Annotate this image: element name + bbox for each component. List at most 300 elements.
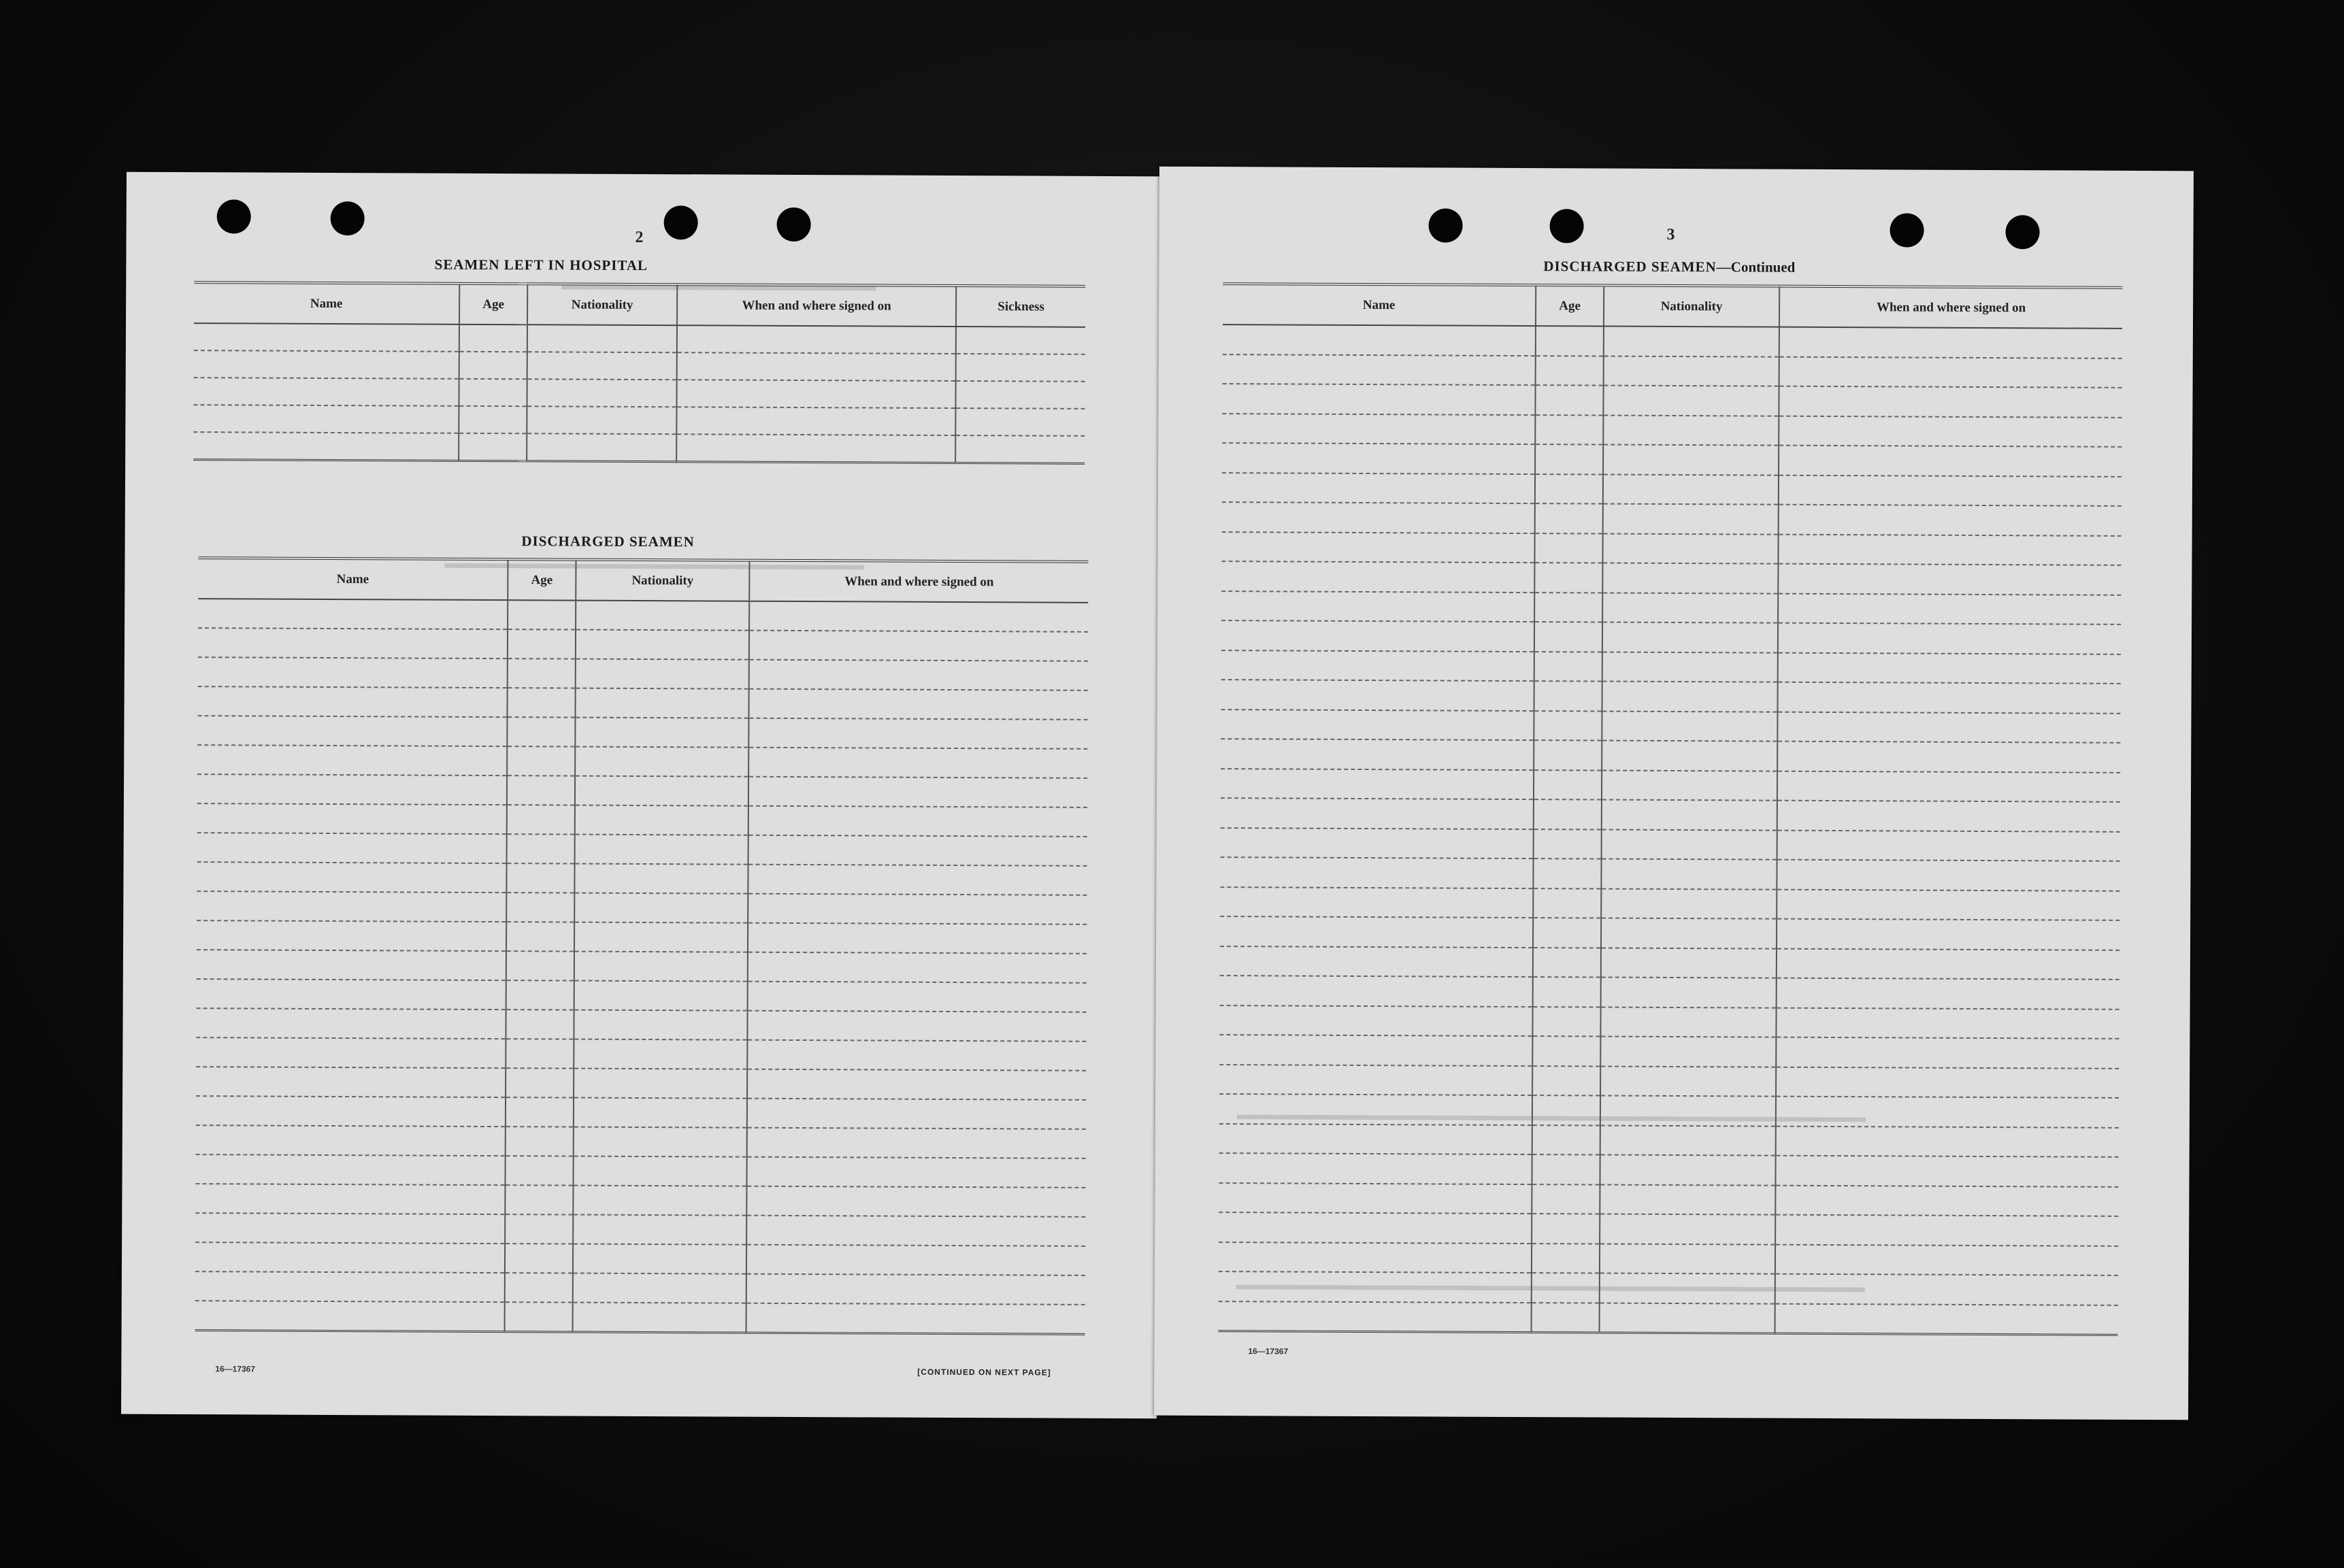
- page-number: 3: [1666, 225, 1675, 244]
- discharged-section-title: DISCHARGED SEAMEN: [521, 533, 695, 550]
- blank-cell: [1600, 1303, 1775, 1333]
- blank-cell: [747, 1011, 1086, 1041]
- blank-cell: [748, 865, 1087, 895]
- punch-hole: [664, 205, 698, 239]
- blank-cell: [1779, 475, 2122, 506]
- blank-form-row: [197, 891, 1087, 924]
- blank-cell: [1776, 1037, 2119, 1069]
- blank-cell: [1534, 652, 1602, 682]
- punch-hole: [217, 199, 251, 233]
- blank-cell: [506, 980, 574, 1010]
- blank-cell: [676, 407, 955, 435]
- blank-cell: [749, 660, 1088, 690]
- blank-cell: [1534, 622, 1602, 652]
- blank-form-row: [194, 350, 1085, 382]
- blank-cell: [748, 748, 1087, 778]
- blank-cell: [746, 1303, 1085, 1334]
- blank-cell: [1219, 1005, 1532, 1037]
- blank-cell: [1219, 1124, 1532, 1155]
- blank-cell: [955, 435, 1085, 463]
- blank-cell: [1532, 1095, 1600, 1125]
- blank-form-row: [196, 1125, 1086, 1158]
- blank-cell: [1535, 444, 1603, 474]
- blank-cell: [508, 629, 576, 658]
- blank-cell: [1776, 1097, 2119, 1128]
- blank-cell: [1221, 620, 1534, 652]
- blank-cell: [1534, 770, 1602, 800]
- blank-cell: [506, 1010, 574, 1039]
- blank-cell: [195, 1184, 505, 1214]
- blank-cell: [749, 601, 1088, 632]
- blank-cell: [1777, 741, 2120, 773]
- blank-form-row: [195, 1271, 1085, 1305]
- blank-cell: [748, 718, 1087, 749]
- blank-cell: [1221, 532, 1534, 563]
- column-header-when-and-where-signed-on: When and where signed on: [677, 284, 956, 327]
- blank-cell: [507, 717, 575, 746]
- blank-cell: [527, 352, 677, 380]
- blank-cell: [195, 1242, 505, 1273]
- blank-cell: [1533, 858, 1601, 888]
- blank-cell: [1775, 1274, 2118, 1305]
- blank-cell: [193, 378, 459, 406]
- blank-cell: [746, 1274, 1085, 1305]
- blank-cell: [1219, 1242, 1532, 1273]
- blank-cell: [506, 1039, 574, 1068]
- blank-cell: [459, 324, 527, 352]
- blank-cell: [506, 1127, 574, 1156]
- blank-cell: [505, 1302, 573, 1331]
- blank-cell: [677, 352, 956, 381]
- blank-cell: [1779, 416, 2122, 447]
- blank-form-row: [1222, 384, 2122, 417]
- column-header-nationality: Nationality: [1604, 286, 1779, 327]
- blank-cell: [1779, 446, 2122, 477]
- blank-form-row: [197, 716, 1087, 749]
- blank-cell: [1778, 564, 2121, 595]
- form-number: 16—17367: [1248, 1346, 1289, 1356]
- blank-cell: [508, 600, 576, 629]
- blank-form-row: [193, 432, 1085, 463]
- blank-cell: [676, 434, 955, 463]
- blank-form-row: [197, 745, 1087, 778]
- blank-cell: [196, 1154, 506, 1185]
- blank-cell: [197, 950, 506, 980]
- blank-cell: [1223, 354, 1536, 386]
- blank-cell: [1534, 593, 1602, 622]
- discharged-title-suffix: —Continued: [1716, 258, 1796, 276]
- blank-cell: [196, 1125, 506, 1156]
- blank-cell: [573, 1186, 746, 1216]
- blank-cell: [1535, 474, 1603, 504]
- blank-cell: [1779, 327, 2122, 358]
- blank-cell: [1532, 1273, 1600, 1303]
- blank-cell: [574, 1010, 747, 1040]
- blank-cell: [748, 777, 1087, 807]
- blank-cell: [575, 747, 748, 777]
- blank-cell: [1534, 740, 1602, 770]
- blank-form-row: [1219, 1212, 2118, 1246]
- discharged-rows: [1219, 324, 2122, 1335]
- blank-cell: [573, 1303, 746, 1333]
- blank-cell: [1778, 682, 2121, 714]
- blank-cell: [1536, 356, 1604, 386]
- blank-cell: [1532, 1184, 1600, 1214]
- blank-form-row: [195, 1213, 1085, 1246]
- blank-cell: [574, 981, 748, 1011]
- blank-cell: [1532, 1125, 1600, 1155]
- blank-form-row: [1220, 946, 2119, 980]
- punch-hole: [1890, 213, 1924, 247]
- blank-cell: [1601, 978, 1777, 1008]
- blank-cell: [1777, 712, 2120, 743]
- hospital-section-title: SEAMEN LEFT IN HOSPITAL: [434, 256, 648, 274]
- blank-cell: [1604, 356, 1779, 386]
- blank-cell: [527, 324, 677, 352]
- blank-cell: [1222, 443, 1535, 474]
- blank-cell: [573, 1244, 746, 1274]
- blank-cell: [1600, 1184, 1775, 1215]
- blank-cell: [748, 835, 1087, 866]
- blank-cell: [505, 1214, 573, 1244]
- blank-cell: [1777, 978, 2119, 1010]
- blank-cell: [506, 863, 574, 893]
- blank-form-row: [1222, 473, 2122, 506]
- discharged-title-main: DISCHARGED SEAMEN: [1543, 258, 1717, 276]
- blank-cell: [1603, 386, 1779, 416]
- column-header-age: Age: [459, 284, 527, 324]
- blank-cell: [527, 379, 676, 407]
- blank-form-row: [1223, 354, 2122, 388]
- blank-cell: [198, 599, 508, 629]
- blank-form-row: [197, 833, 1087, 866]
- blank-cell: [955, 381, 1085, 409]
- blank-cell: [1600, 1125, 1776, 1156]
- bleed-through-text: ▬▬▬▬▬▬▬▬▬▬▬▬▬▬▬▬▬▬▬▬▬▬▬▬▬▬▬▬▬▬▬▬▬▬▬▬▬▬▬▬▬▬: [1236, 1105, 1866, 1126]
- blank-cell: [507, 834, 575, 863]
- blank-cell: [1775, 1215, 2118, 1246]
- blank-cell: [1776, 1126, 2119, 1157]
- blank-cell: [1221, 561, 1534, 593]
- blank-cell: [574, 922, 748, 952]
- blank-cell: [1600, 1273, 1775, 1304]
- blank-cell: [527, 433, 676, 461]
- blank-cell: [748, 806, 1087, 837]
- blank-cell: [747, 1040, 1086, 1071]
- blank-cell: [1221, 591, 1534, 622]
- column-header-when-and-where-signed-on: When and where signed on: [749, 561, 1088, 603]
- column-header-name: Name: [198, 558, 508, 600]
- column-header-nationality: Nationality: [576, 560, 749, 601]
- blank-cell: [1220, 946, 1533, 978]
- blank-cell: [194, 350, 459, 379]
- blank-cell: [1219, 1094, 1532, 1125]
- blank-form-row: [195, 1184, 1085, 1217]
- blank-cell: [1533, 948, 1601, 978]
- blank-cell: [1601, 888, 1777, 919]
- blank-cell: [1534, 563, 1602, 593]
- left-page: [121, 172, 1162, 1419]
- blank-cell: [1778, 593, 2121, 624]
- blank-form-row: [198, 657, 1088, 690]
- blank-form-row: [1223, 324, 2122, 358]
- blank-cell: [1602, 829, 1777, 860]
- blank-cell: [459, 406, 527, 433]
- blank-form-row: [1221, 798, 2120, 831]
- hospital-table: [193, 281, 1085, 464]
- blank-cell: [1775, 1303, 2118, 1335]
- punch-hole: [777, 207, 811, 241]
- blank-cell: [1221, 828, 1534, 859]
- column-header-name: Name: [1223, 284, 1536, 326]
- blank-form-row: [1221, 561, 2121, 595]
- blank-form-row: [198, 686, 1088, 720]
- blank-cell: [507, 775, 575, 805]
- blank-cell: [1778, 623, 2121, 654]
- blank-cell: [1604, 327, 1779, 357]
- blank-cell: [1602, 593, 1778, 623]
- blank-cell: [748, 894, 1087, 924]
- blank-cell: [1603, 474, 1779, 505]
- blank-cell: [1779, 505, 2122, 536]
- blank-cell: [1602, 682, 1778, 712]
- blank-cell: [1777, 948, 2119, 980]
- blank-cell: [506, 893, 574, 922]
- blank-cell: [1602, 741, 1777, 771]
- blank-form-row: [1219, 1035, 2119, 1068]
- blank-cell: [507, 688, 575, 717]
- blank-cell: [1219, 1183, 1532, 1214]
- blank-cell: [195, 1301, 505, 1331]
- blank-form-row: [1222, 443, 2122, 476]
- blank-cell: [196, 1067, 506, 1097]
- blank-cell: [1600, 1155, 1775, 1186]
- blank-cell: [1601, 948, 1777, 978]
- blank-cell: [1535, 503, 1603, 533]
- blank-cell: [1221, 710, 1534, 741]
- blank-cell: [1777, 919, 2119, 950]
- column-header-when-and-where-signed-on: When and where signed on: [1779, 286, 2122, 329]
- blank-cell: [1223, 324, 1536, 356]
- blank-cell: [1219, 1301, 1532, 1333]
- blank-cell: [196, 1008, 506, 1039]
- blank-cell: [527, 406, 676, 434]
- blank-cell: [574, 864, 748, 894]
- blank-cell: [746, 1157, 1085, 1188]
- blank-cell: [506, 922, 574, 951]
- discharged-table-right: [1219, 282, 2123, 1335]
- blank-cell: [747, 1069, 1086, 1100]
- blank-form-row: [1220, 975, 2119, 1009]
- blank-cell: [1600, 1007, 1776, 1037]
- blank-cell: [1600, 1096, 1776, 1127]
- blank-form-row: [1219, 1271, 2118, 1305]
- blank-cell: [574, 893, 748, 923]
- blank-form-row: [1219, 1005, 2119, 1039]
- blank-cell: [1534, 711, 1602, 741]
- blank-cell: [506, 951, 574, 980]
- blank-form-row: [197, 862, 1087, 895]
- blank-cell: [1600, 1214, 1775, 1245]
- blank-cell: [507, 746, 575, 775]
- blank-cell: [505, 1185, 573, 1214]
- blank-cell: [576, 659, 749, 689]
- blank-cell: [1776, 1067, 2119, 1098]
- blank-cell: [1219, 1212, 1532, 1244]
- blank-cell: [1221, 680, 1534, 711]
- blank-cell: [197, 891, 506, 922]
- blank-form-row: [1219, 1183, 2118, 1216]
- blank-form-row: [195, 1242, 1085, 1275]
- blank-cell: [1534, 799, 1602, 829]
- blank-cell: [1777, 860, 2119, 891]
- blank-cell: [1600, 1244, 1775, 1274]
- blank-cell: [676, 380, 955, 408]
- discharged-continued-title: [1451, 258, 1887, 277]
- blank-form-row: [197, 774, 1087, 807]
- blank-cell: [507, 805, 575, 834]
- blank-cell: [1778, 652, 2121, 684]
- blank-cell: [1776, 1007, 2119, 1039]
- blank-cell: [576, 630, 749, 660]
- blank-cell: [1536, 326, 1604, 356]
- blank-form-row: [1219, 1242, 2118, 1275]
- blank-cell: [195, 1271, 505, 1302]
- blank-cell: [1602, 770, 1777, 801]
- blank-form-row: [1221, 532, 2121, 565]
- blank-cell: [1601, 918, 1777, 949]
- blank-cell: [573, 1273, 746, 1303]
- blank-form-row: [196, 1096, 1086, 1129]
- blank-cell: [1222, 384, 1535, 415]
- blank-cell: [193, 432, 459, 461]
- discharged-header-row: [1223, 284, 2122, 329]
- punch-hole: [2005, 215, 2039, 249]
- discharged-header-row: [198, 558, 1088, 603]
- blank-cell: [197, 774, 507, 805]
- bleed-through-text: ▬▬▬▬▬▬▬▬▬▬▬▬▬▬▬▬▬▬▬▬▬▬▬▬▬▬▬▬: [444, 554, 864, 573]
- blank-cell: [1532, 1036, 1600, 1066]
- blank-cell: [506, 1097, 574, 1127]
- blank-cell: [747, 1128, 1086, 1158]
- hospital-rows: [193, 323, 1085, 463]
- blank-cell: [1778, 534, 2121, 565]
- blank-form-row: [1219, 1065, 2119, 1098]
- blank-cell: [1603, 415, 1779, 446]
- blank-cell: [1777, 889, 2119, 920]
- punch-hole: [1550, 209, 1584, 243]
- blank-cell: [1779, 386, 2122, 418]
- blank-cell: [749, 631, 1088, 661]
- blank-cell: [197, 979, 506, 1010]
- blank-cell: [1222, 414, 1535, 445]
- hospital-header-row: [194, 282, 1085, 327]
- blank-cell: [574, 1098, 747, 1128]
- blank-cell: [1532, 1244, 1600, 1273]
- blank-cell: [505, 1156, 573, 1185]
- bleed-through-text: ▬▬▬▬▬▬▬▬▬▬▬▬▬▬▬▬▬▬▬▬▬▬▬▬▬▬▬▬▬▬▬▬▬▬▬▬▬▬▬▬▬▬: [1236, 1275, 1865, 1296]
- blank-cell: [1534, 829, 1602, 859]
- blank-cell: [1602, 622, 1778, 653]
- blank-form-row: [1220, 857, 2119, 890]
- blank-cell: [1535, 415, 1603, 445]
- blank-cell: [956, 354, 1085, 382]
- blank-form-row: [1221, 828, 2120, 861]
- blank-form-row: [198, 599, 1088, 632]
- blank-form-row: [1221, 650, 2121, 684]
- blank-form-row: [1219, 1301, 2118, 1335]
- blank-cell: [575, 805, 748, 835]
- blank-cell: [748, 952, 1087, 983]
- blank-cell: [1775, 1244, 2118, 1275]
- blank-cell: [1602, 800, 1777, 831]
- blank-form-row: [1221, 591, 2121, 624]
- blank-cell: [193, 405, 459, 433]
- blank-cell: [1777, 771, 2120, 802]
- blank-cell: [956, 327, 1085, 354]
- blank-form-row: [1219, 1153, 2118, 1186]
- blank-cell: [1775, 1185, 2118, 1216]
- blank-cell: [747, 1099, 1086, 1129]
- blank-cell: [1220, 887, 1533, 918]
- blank-cell: [196, 1037, 506, 1068]
- punch-hole: [1429, 208, 1463, 242]
- blank-cell: [575, 688, 748, 718]
- blank-cell: [746, 1186, 1085, 1217]
- blank-cell: [575, 776, 748, 806]
- blank-form-row: [1219, 1094, 2119, 1127]
- blank-cell: [198, 686, 508, 717]
- blank-cell: [1602, 652, 1778, 682]
- blank-form-row: [1220, 916, 2119, 950]
- blank-cell: [1534, 681, 1602, 711]
- form-number: 16—17367: [215, 1364, 256, 1374]
- blank-cell: [1777, 830, 2120, 861]
- blank-cell: [573, 1156, 746, 1186]
- blank-cell: [1220, 916, 1533, 948]
- blank-cell: [508, 658, 576, 688]
- blank-cell: [459, 433, 527, 461]
- column-header-age: Age: [508, 559, 576, 600]
- blank-form-row: [1221, 769, 2120, 802]
- blank-cell: [1601, 859, 1777, 890]
- blank-cell: [1219, 1153, 1532, 1184]
- bleed-through-text: ▬▬▬▬▬▬▬▬▬▬▬▬▬▬▬▬▬▬▬▬▬: [561, 276, 876, 295]
- blank-form-row: [197, 950, 1087, 983]
- blank-cell: [574, 1069, 747, 1099]
- blank-cell: [1603, 445, 1779, 476]
- blank-cell: [196, 1096, 506, 1127]
- blank-cell: [1220, 975, 1533, 1007]
- page-number: 2: [635, 228, 644, 247]
- blank-cell: [197, 862, 506, 893]
- column-header-age: Age: [1536, 285, 1604, 326]
- blank-cell: [575, 835, 748, 865]
- blank-cell: [198, 657, 508, 688]
- blank-form-row: [196, 1067, 1086, 1100]
- blank-form-row: [1220, 887, 2119, 920]
- column-header-nationality: Nationality: [527, 284, 677, 325]
- column-header-name: Name: [194, 282, 459, 324]
- blank-cell: [197, 920, 506, 951]
- blank-form-row: [1221, 739, 2120, 772]
- blank-cell: [197, 833, 507, 863]
- blank-cell: [746, 1245, 1085, 1275]
- blank-cell: [1221, 650, 1534, 682]
- blank-cell: [574, 952, 748, 982]
- continued-note: [CONTINUED ON NEXT PAGE]: [917, 1367, 1051, 1378]
- blank-cell: [746, 1216, 1085, 1246]
